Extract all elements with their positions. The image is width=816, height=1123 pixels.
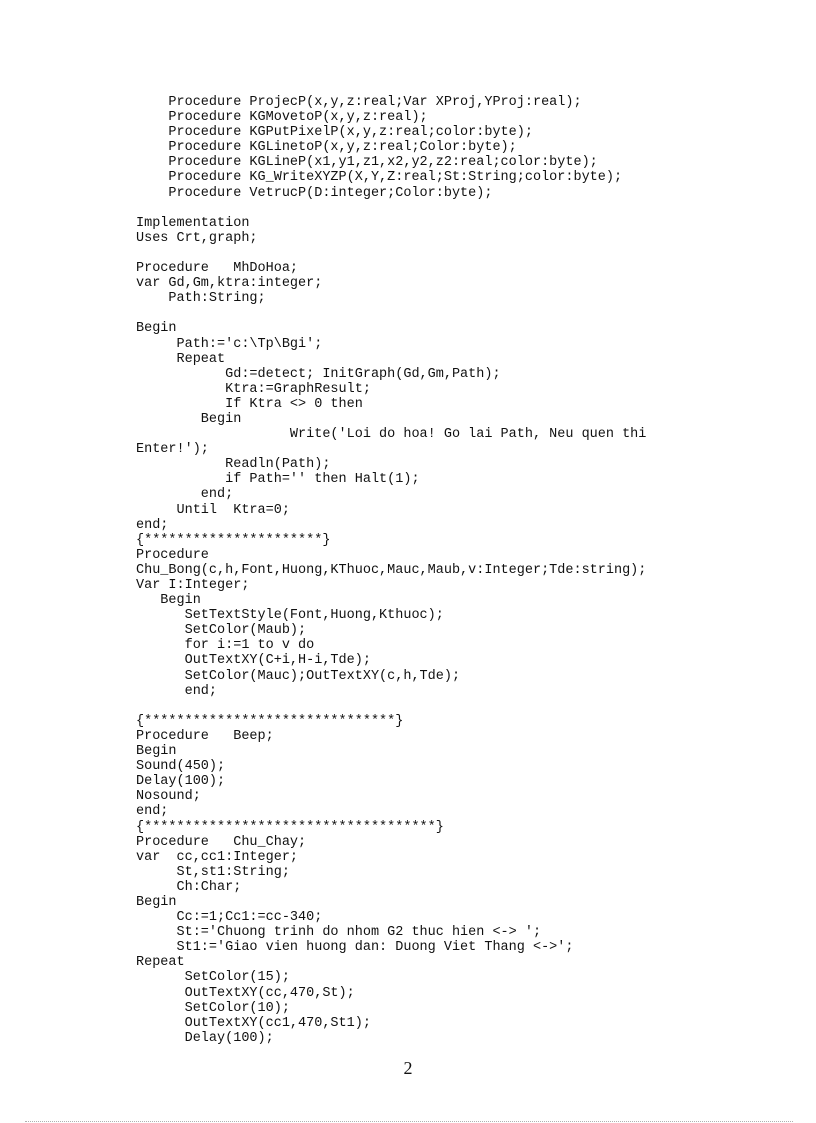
code-line: If Ktra <> 0 then xyxy=(136,396,363,412)
code-line: SetColor(Mauc);OutTextXY(c,h,Tde); xyxy=(136,668,461,684)
code-line: {**********************} xyxy=(136,532,331,548)
code-line: Write('Loi do hoa! Go lai Path, Neu quen thi xyxy=(136,427,647,443)
code-line: end; xyxy=(136,804,169,820)
page-bottom-divider xyxy=(25,1121,793,1122)
code-line: Procedure Chu_Chay; xyxy=(136,834,307,850)
code-line: Ktra:=GraphResult; xyxy=(136,381,371,397)
code-line: Procedure xyxy=(136,547,209,563)
code-line: SetColor(Maub); xyxy=(136,623,307,639)
code-line: end; xyxy=(136,517,169,533)
code-line: Repeat xyxy=(136,351,226,367)
code-line: Path:='c:\Tp\Bgi'; xyxy=(136,336,323,352)
code-line: Sound(450); xyxy=(136,759,226,775)
code-line: Cc:=1;Cc1:=cc-340; xyxy=(136,910,323,926)
code-line: Begin xyxy=(136,744,177,760)
code-line xyxy=(136,201,646,216)
code-line: Procedure KG_WriteXYZP(X,Y,Z:real;St:String;color:byte); xyxy=(136,170,623,186)
code-line: Uses Crt,graph; xyxy=(136,230,258,246)
code-line: Var I:Integer; xyxy=(136,578,250,593)
code-line: for i:=1 to v do xyxy=(136,638,315,654)
code-line: OutTextXY(cc,470,St); xyxy=(136,985,355,1001)
code-listing xyxy=(136,95,646,1046)
code-line: Procedure VetrucP(D:integer;Color:byte); xyxy=(136,185,493,201)
code-line: Begin xyxy=(136,411,242,427)
code-line: Repeat xyxy=(136,955,185,971)
code-line: Procedure KGLinetoP(x,y,z:real;Color:byte); xyxy=(136,140,517,156)
code-line: Implementation xyxy=(136,215,250,231)
code-line: Gd:=detect; InitGraph(Gd,Gm,Path); xyxy=(136,366,501,382)
code-line: var cc,cc1:Integer; xyxy=(136,849,299,865)
code-line: St:='Chuong trinh do nhom G2 thuc hien <-> '; xyxy=(136,925,542,941)
code-line: var Gd,Gm,ktra:integer; xyxy=(136,276,323,292)
code-line: SetColor(15); xyxy=(136,970,290,986)
code-line: Readln(Path); xyxy=(136,457,331,473)
code-line: if Path='' then Halt(1); xyxy=(136,472,420,488)
code-line xyxy=(136,246,646,261)
code-line: SetTextStyle(Font,Huong,Kthuoc); xyxy=(136,608,444,624)
code-line: Procedure Beep; xyxy=(136,728,274,744)
code-line: Delay(100); xyxy=(136,1030,274,1046)
code-line: OutTextXY(C+i,H-i,Tde); xyxy=(136,653,371,669)
code-line: {************************************} xyxy=(136,819,444,835)
code-line: Procedure ProjecP(x,y,z:real;Var XProj,YProj:real); xyxy=(136,95,582,110)
code-line: Until Ktra=0; xyxy=(136,502,290,518)
code-line xyxy=(136,306,646,321)
code-line: Begin xyxy=(136,894,177,910)
code-line: Nosound; xyxy=(136,789,201,805)
page-number: 2 xyxy=(403,1058,413,1078)
code-line: end; xyxy=(136,487,234,503)
code-line: Delay(100); xyxy=(136,774,226,790)
code-line: SetColor(10); xyxy=(136,1000,290,1016)
code-line: {*******************************} xyxy=(136,713,404,729)
code-line: Procedure MhDoHoa; xyxy=(136,261,299,277)
code-line: Procedure KGPutPixelP(x,y,z:real;color:byte); xyxy=(136,125,533,141)
code-line: Chu_Bong(c,h,Font,Huong,KThuoc,Mauc,Maub,v:Integer;Tde:string); xyxy=(136,562,647,578)
code-line: Procedure KGLineP(x1,y1,z1,x2,y2,z2:real;color:byte); xyxy=(136,155,598,171)
code-line: Procedure KGMovetoP(x,y,z:real); xyxy=(136,110,428,126)
code-line: Begin xyxy=(136,593,201,609)
code-line: end; xyxy=(136,683,218,699)
code-line: Enter!'); xyxy=(136,442,209,458)
code-line: Begin xyxy=(136,321,177,337)
code-line: St,st1:String; xyxy=(136,864,290,880)
code-line: Path:String; xyxy=(136,291,266,307)
code-line xyxy=(136,699,646,714)
code-line: OutTextXY(cc1,470,St1); xyxy=(136,1015,371,1031)
code-line: Ch:Char; xyxy=(136,879,242,895)
code-line: St1:='Giao vien huong dan: Duong Viet Thang <->'; xyxy=(136,940,574,956)
